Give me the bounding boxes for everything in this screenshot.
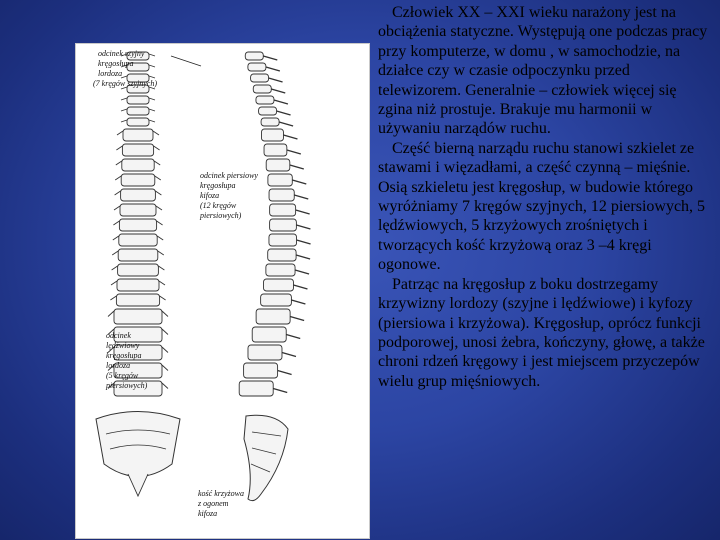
paragraph-posture: Człowiek XX – XXI wieku narażony jest na obciążenia statyczne. Występują one podczas pracy przy komputerze, w domu , w samochodzie, na działce czy w czasie odpoczynku przed telewizorem. Generalnie – człowiek więcej się zgina niż prostuje. Brakuje mu harmonii w używaniu narządów ruchu.: [378, 4, 708, 138]
label-thoracic-line-3: kifoza: [200, 191, 220, 200]
label-lumbar-line-2: lędźwiowy: [106, 341, 140, 350]
label-lumbar-line-3: kręgosłupa: [106, 351, 142, 360]
label-thoracic-line-5: piersiowych): [200, 211, 242, 220]
paragraph-curvatures: Patrząc na kręgosłup z boku dostrzegamy krzywizny lordozy (szyjne i lędźwiowe) i kyfozy (piersiowa i krzyżowa). Kręgosłup, oprócz funkcji podporowej, unosi żebra, kończyny, głowę, a także chroni rdzeń kręgowy i jest miejscem przyczepów wielu grup mięśniowych.: [378, 275, 705, 390]
spine-figure: [76, 44, 369, 538]
label-lumbar-line-6: piersiowych): [106, 381, 148, 390]
label-sacral: [197, 489, 244, 518]
label-cervical-line-4: (7 kręgów szyjnych): [93, 79, 157, 88]
label-cervical-line-3: lordoza: [98, 69, 123, 78]
label-sacral-line-2: z ogonem: [198, 499, 229, 508]
label-thoracic-line-2: kręgosłupa: [200, 181, 236, 190]
label-lumbar-line-5: (5 kręgów: [106, 371, 139, 380]
label-lumbar-line-1: odcinek: [106, 331, 131, 340]
front-view-spine: [96, 52, 180, 496]
body-text: [378, 3, 713, 391]
label-cervical-line-2: kręgosłupa: [98, 59, 134, 68]
label-thoracic: [199, 171, 258, 220]
side-view-spine: [239, 52, 310, 501]
label-thoracic-line-4: (12 kręgów: [200, 201, 237, 210]
label-sacral-line-3: kifoza: [198, 509, 218, 518]
spine-illustration-icon: [76, 44, 369, 538]
paragraph-skeleton: Część bierną narządu ruchu stanowi szkielet ze stawami i więzadłami, a część czynną – mięśnie. Osią szkieletu jest kręgosłup, w budowie którego wyróżniamy 7 kręgów szyjnych, 12 piersiowych, 5 lędźwiowych, 5 krzyżowych zrośniętych i tworzących kość krzyżową oraz 3 –4 kręgi ogonowe.: [378, 139, 706, 274]
label-sacral-line-1: kość krzyżowa: [198, 489, 244, 498]
label-lumbar-line-4: lordoza: [106, 361, 131, 370]
label-cervical-line-1: odcinek szyjny: [98, 49, 145, 58]
label-thoracic-line-1: odcinek piersiowy: [200, 171, 258, 180]
